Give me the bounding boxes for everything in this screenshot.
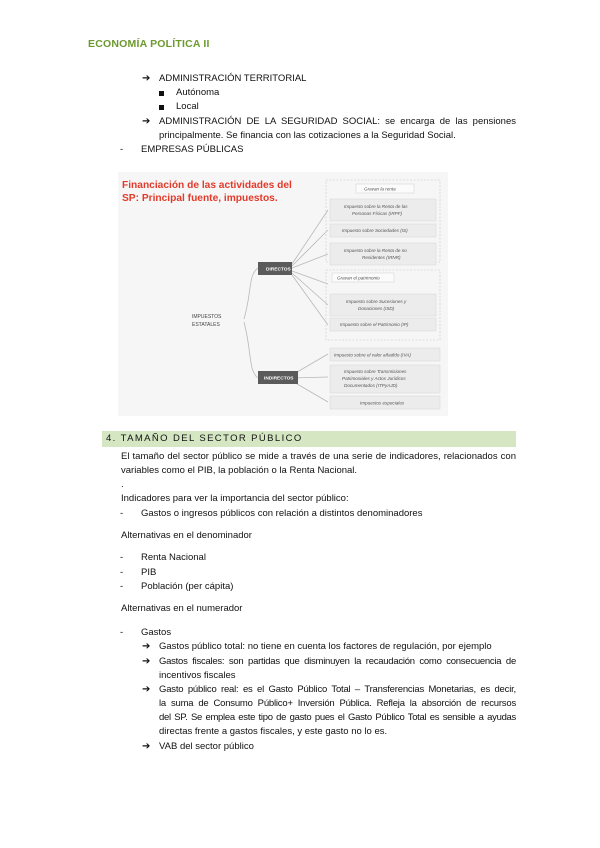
list-item-gasto-real-line3: del SP. Se emplea este tipo de gasto pues el Gasto Público Total es sensible a ayudas (159, 712, 516, 723)
list-item-gastos-fiscales-line1: Gastos fiscales: son partidas que disminuyen la recaudación como consecuencia de (159, 656, 516, 667)
arrow-bullet-icon: ➔ (142, 116, 151, 127)
diagram-title-line1: Financiación de las actividades del (122, 180, 292, 191)
list-item-vab: VAB del sector público (159, 741, 254, 752)
diagram-indirectos-label: INDIRECTOS (264, 376, 294, 382)
arrow-bullet-icon: ➔ (142, 73, 151, 84)
list-item-gastos-fiscales-line2: incentivos fiscales (159, 670, 236, 681)
page-header-title: ECONOMÍA POLÍTICA II (88, 38, 210, 50)
diagram-root-line2: ESTATALES (192, 322, 220, 328)
list-item-seguridad-line2: principalmente. Se financia con las cotizaciones a la Seguridad Social. (159, 130, 456, 141)
arrow-bullet-icon: ➔ (142, 656, 151, 667)
diagram-isd-line1: Impuesto sobre Sucesiones y (346, 299, 407, 304)
dash-bullet-icon: - (120, 144, 124, 155)
diagram-itp-line1: Impuesto sobre Transmisiones (344, 369, 407, 374)
taxes-diagram (118, 172, 448, 416)
alt-numerador-heading: Alternativas en el numerador (121, 603, 243, 614)
alt-denominador-heading: Alternativas en el denominador (121, 530, 252, 541)
diagram-itp-line2: Patrimoniales y Actos Jurídicos (342, 376, 406, 381)
diagram-box-isd (330, 294, 436, 316)
diagram-directos-label: DIRECTOS (266, 267, 291, 273)
dash-bullet-icon: - (120, 552, 124, 563)
diagram-is-label: Impuesto sobre Sociedades (IS) (342, 228, 408, 233)
diagram-box-irpf (330, 199, 436, 221)
list-item-gasto-real-line1: Gasto público real: es el Gasto Público Total – Transferencias Monetarias, es decir, (159, 684, 516, 695)
diagram-itp-line3: Documentados (ITPyAJD) (344, 383, 398, 388)
list-item-gastos-ingresos: Gastos o ingresos públicos con relación a distintos denominadores (141, 508, 423, 519)
section-title: 4. TAMAÑO DEL SECTOR PÚBLICO (106, 433, 303, 444)
diagram-box-irnr (330, 243, 436, 265)
arrow-bullet-icon: ➔ (142, 684, 151, 695)
list-item-gastos: Gastos (141, 627, 172, 638)
list-item-local: Local (176, 101, 199, 112)
diagram-irnr-line2: Residentes (IRNR) (362, 255, 401, 260)
intro-line1: El tamaño del sector público se mide a través de una serie de indicadores, relacionados con (121, 451, 516, 462)
diagram-irpf-line2: Personas Físicas (IRPF) (352, 211, 403, 216)
dash-bullet-icon: - (120, 567, 124, 578)
diagram-isd-line2: Donaciones (ISD) (358, 306, 395, 311)
diagram-ip-label: Impuesto sobre el Patrimonio (IP) (340, 322, 409, 327)
list-item-empresas: EMPRESAS PÚBLICAS (141, 144, 244, 155)
diagram-irpf-line1: Impuesto sobre la Renta de las (344, 204, 408, 209)
square-bullet-icon (159, 91, 164, 96)
diagram-title-line2: SP: Principal fuente, impuestos. (122, 193, 278, 204)
list-item-gasto-real-line4: directas frente a gastos fiscales, y este gasto no lo es. (159, 726, 388, 737)
diagram-gravan-renta: Gravan la renta (364, 186, 396, 192)
diagram-irnr-line1: Impuesto sobre la Renta de no (344, 248, 407, 253)
diagram-especiales-label: Impuestos especiales (360, 400, 405, 406)
diagram-iva-label: Impuesto sobre el valor añadido (IVA) (334, 352, 411, 358)
dash-bullet-icon: - (120, 508, 124, 519)
list-item-pib: PIB (141, 567, 157, 578)
square-bullet-icon (159, 105, 164, 110)
list-item-poblacion: Población (per cápita) (141, 581, 234, 592)
arrow-bullet-icon: ➔ (142, 741, 151, 752)
stray-dot: . (121, 479, 124, 490)
dash-bullet-icon: - (120, 581, 124, 592)
indicadores-text: Indicadores para ver la importancia del sector público: (121, 493, 349, 504)
dash-bullet-icon: - (120, 627, 124, 638)
diagram-root-line1: IMPUESTOS (192, 314, 222, 320)
diagram-gravan-patrimonio: Gravan el patrimonio (337, 275, 380, 281)
arrow-bullet-icon: ➔ (142, 641, 151, 652)
list-item-gasto-real-line2: la suma de Consumo Público+ Inversión Pública. Refleja la absorción de recursos (159, 698, 516, 709)
list-item-seguridad-line1: ADMINISTRACIÓN DE LA SEGURIDAD SOCIAL: se encarga de las pensiones (159, 116, 516, 127)
list-item-gasto-total: Gastos público total: no tiene en cuenta los factores de regulación, por ejemplo (159, 641, 492, 652)
intro-line2: variables como el PIB, la población o la Renta Nacional. (121, 465, 358, 476)
list-item-autonoma: Autónoma (176, 87, 220, 98)
list-item-territorial: ADMINISTRACIÓN TERRITORIAL (159, 73, 307, 84)
list-item-renta-nacional: Renta Nacional (141, 552, 206, 563)
